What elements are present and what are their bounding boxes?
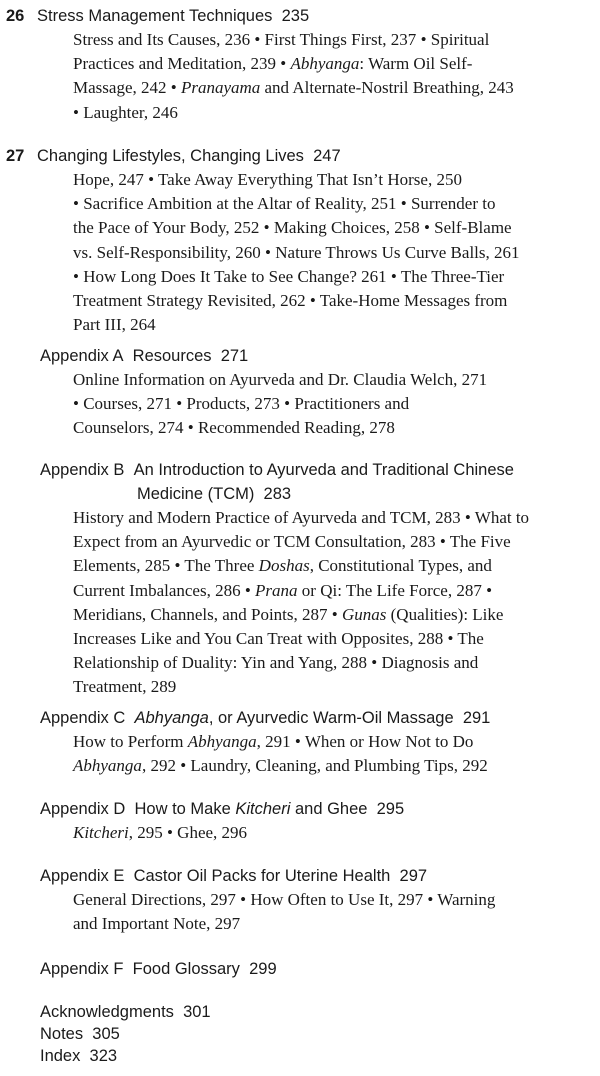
appendix-page: 291 [462,709,491,727]
section-line: Relationship of Duality: Yin and Yang, 288 • Diagnosis and [73,653,479,673]
appendix-d-sections [0,821,600,845]
section-text-italic: Pranayama [180,78,261,98]
section-line: Online Information on Ayurveda and Dr. Claudia Welch, 271 [73,370,488,389]
appendix-c-sections [0,730,600,778]
chapter-27-sections [0,168,600,337]
appendix-e-entry [0,864,600,936]
chapter-26-entry [0,4,600,125]
chapter-number: 27 [6,147,25,165]
appendix-e-heading [0,864,600,888]
appendix-label: Appendix A [40,347,124,365]
appendix-page: 295 [376,800,405,818]
section-line: vs. Self-Responsibility, 260 • Nature Throws Us Curve Balls, 261 [73,242,520,262]
section-text: (Qualities): Like [386,604,504,624]
appendix-title: Resources [132,347,212,365]
appendix-b-entry [0,458,600,700]
appendix-d-heading [0,797,600,821]
section-line: Treatment, 289 [73,677,177,697]
appendix-e-sections [0,888,600,936]
section-text-italic: Doshas [258,556,310,576]
chapter-number: 26 [6,7,25,25]
appendix-label: Appendix C [40,709,126,727]
section-text: Practices and Meditation, 239 [73,54,277,74]
section-line: Counselors, 274 • Recommended Reading, 278 [73,418,395,438]
appendix-label: Appendix B [40,461,125,479]
appendix-f-entry [0,957,600,981]
section-text: First Things First, 237 [264,30,417,49]
section-text: , 295 • Ghee, 296 [128,823,248,842]
appendix-title: Food Glossary [132,960,240,978]
section-line: Increases Like and You Can Treat with Opposites, 288 • The [73,629,484,649]
section-text-italic: Prana [255,580,298,600]
chapter-title: Stress Management Techniques [37,7,273,25]
section-line: General Directions, 297 • How Often to Use It, 297 • Warning [73,890,496,909]
back-matter-notes [0,1023,600,1045]
section-text: , Constitutional Types, and [309,556,492,576]
appendix-title: An Introduction to Ayurveda and Traditional Chinese [133,461,514,479]
section-line: • How Long Does It Take to See Change? 261 • The Three-Tier [73,266,505,286]
back-title: Acknowledgments [40,1003,174,1021]
bullet: • [73,102,84,122]
section-line: History and Modern Practice of Ayurveda and TCM, 283 • What to [73,508,530,527]
bullet: • [276,54,291,74]
section-line: Part III, 264 [73,315,156,335]
chapter-title: Changing Lifestyles, Changing Lives [37,147,304,165]
section-text-italic: Abhyanga [290,54,360,74]
back-title: Notes [40,1025,84,1043]
appendix-page: 271 [220,347,249,365]
appendix-a-entry [0,344,600,441]
appendix-title: Castor Oil Packs for Uterine Health [133,867,391,885]
appendix-title-italic: Abhyanga [134,709,209,727]
appendix-page: 283 [263,485,292,503]
appendix-page: 297 [399,867,428,885]
appendix-d-entry [0,797,600,845]
section-text: or Qi: The Life Force, 287 • [297,580,493,600]
appendix-title: Medicine (TCM) [137,485,255,503]
chapter-26-heading [0,4,600,28]
section-text: Elements, 285 • The Three [73,556,259,576]
section-text: Massage, 242 [73,78,167,98]
back-page: 323 [89,1047,118,1065]
appendix-title: , or Ayurvedic Warm-Oil Massage [208,709,454,727]
section-line: Expect from an Ayurvedic or TCM Consultation, 283 • The Five [73,532,511,552]
bullet: • [416,30,431,49]
appendix-f-heading [0,957,600,981]
section-text-italic: Abhyanga [187,732,257,751]
section-line: Hope, 247 • Take Away Everything That Isn’t Horse, 250 [73,170,462,189]
appendix-label: Appendix D [40,800,126,818]
appendix-b-heading [0,458,600,482]
section-line: • Courses, 271 • Products, 273 • Practitioners and [73,394,410,414]
section-text: , 292 • Laundry, Cleaning, and Plumbing Tips, 292 [141,756,488,776]
section-text: and Alternate-Nostril Breathing, 243 [260,78,514,98]
back-matter [0,1001,600,1067]
appendix-c-entry [0,706,600,778]
back-page: 301 [183,1003,211,1021]
section-line: Treatment Strategy Revisited, 262 • Take-Home Messages from [73,291,508,311]
section-text: How to Perform [73,732,188,751]
appendix-label: Appendix F [40,960,124,978]
chapter-page: 235 [281,7,310,25]
section-text: Meridians, Channels, and Points, 287 • [73,604,342,624]
appendix-b-sections [0,506,600,700]
appendix-a-heading [0,344,600,368]
section-text-italic: Kitcheri [73,823,129,842]
chapter-26-sections [0,28,600,125]
section-line: • Sacrifice Ambition at the Altar of Reality, 251 • Surrender to [73,194,496,214]
chapter-27-entry [0,144,600,337]
appendix-page: 299 [249,960,277,978]
section-text: Current Imbalances, 286 • [73,580,256,600]
section-text-italic: Abhyanga [73,756,142,776]
appendix-title: and Ghee [290,800,368,818]
section-text-italic: Gunas [341,604,387,624]
section-text: Stress and Its Causes, 236 [73,30,251,49]
chapter-page: 247 [313,147,341,165]
appendix-a-sections [0,368,600,441]
chapter-27-heading [0,144,600,168]
appendix-label: Appendix E [40,867,125,885]
section-line: and Important Note, 297 [73,914,241,934]
section-text: Spiritual [430,30,490,49]
section-line: the Pace of Your Body, 252 • Making Choices, 258 • Self-Blame [73,218,512,238]
appendix-title-italic: Kitcheri [235,800,291,818]
appendix-title: How to Make [134,800,236,818]
back-matter-acknowledgments [0,1001,600,1023]
section-text: : Warm Oil Self- [359,54,473,74]
appendix-b-heading-cont [0,482,600,506]
back-title: Index [40,1047,81,1065]
back-matter-index [0,1045,600,1067]
appendix-c-heading [0,706,600,730]
section-text: Laughter, 246 [83,102,178,122]
back-page: 305 [92,1025,120,1043]
section-text: , 291 • When or How Not to Do [256,732,474,751]
bullet: • [250,30,265,49]
bullet: • [166,78,181,98]
